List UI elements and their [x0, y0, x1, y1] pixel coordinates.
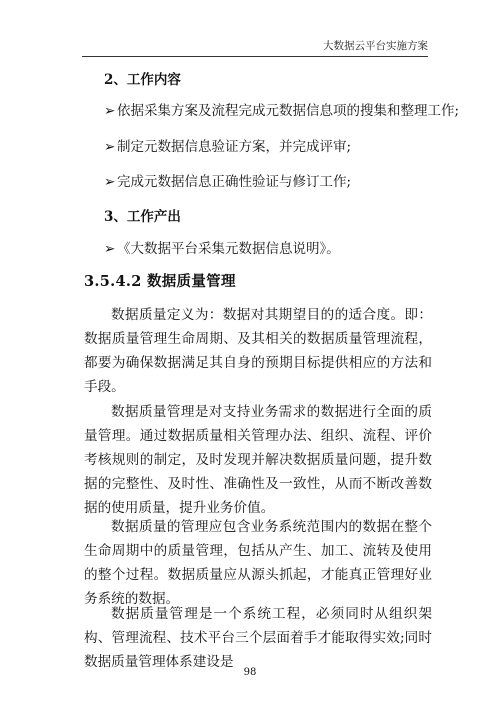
bullet-item [104, 135, 351, 155]
bullet-text: 《大数据平台采集元数据信息说明》。 [117, 241, 340, 257]
heading-work-content: 2、工作内容 [104, 72, 181, 88]
page-number: 98 [243, 667, 257, 678]
bullet-text: 制定元数据信息验证方案，并完成评审; [117, 139, 352, 155]
page-header [82, 36, 428, 57]
heading-work-output: 3、工作产出 [104, 209, 181, 225]
header-title: 大数据云平台实施方案 [323, 40, 428, 52]
bullet-text: 依据采集方案及流程完成元数据信息项的搜集和整理工作; [117, 103, 460, 119]
section-heading-data-quality: 3.5.4.2 数据质量管理 [84, 273, 236, 290]
bullet-text: 完成元数据信息正确性验证与修订工作; [117, 174, 352, 190]
bullet-item [104, 237, 340, 257]
arrow-bullet-icon: ➢ [104, 241, 116, 257]
bullet-item [104, 99, 459, 119]
arrow-bullet-icon: ➢ [104, 174, 116, 190]
paragraph: 数据质量的管理应包含业务系统范围内的数据在整个生命周期中的质量管理，包括从产生、加工、流转及使用的整个过程。数据质量应从源头抓起，才能真正管理好业务系统的数据。 [84, 519, 432, 607]
arrow-bullet-icon: ➢ [104, 103, 116, 119]
arrow-bullet-icon: ➢ [104, 139, 116, 155]
bullet-item [104, 170, 351, 190]
paragraph: 数据质量管理是对支持业务需求的数据进行全面的质量管理。通过数据质量相关管理办法、组织、流程、评价考核规则的制定，及时发现并解决数据质量问题，提升数据的完整性、及时性、准确性及一致性，从而不断改善数据的使用质量，提升业务价值。 [84, 404, 432, 516]
paragraph: 数据质量定义为：数据对其期望目的的适合度。即：数据质量管理生命周期、及其相关的数据质量管理流程，都要为确保数据满足其自身的预期目标提供相应的方法和手段。 [84, 307, 432, 395]
paragraph: 数据质量管理是一个系统工程，必须同时从组织架构、管理流程、技术平台三个层面着手才能取得实效;同时数据质量管理体系建设是 [84, 606, 432, 670]
